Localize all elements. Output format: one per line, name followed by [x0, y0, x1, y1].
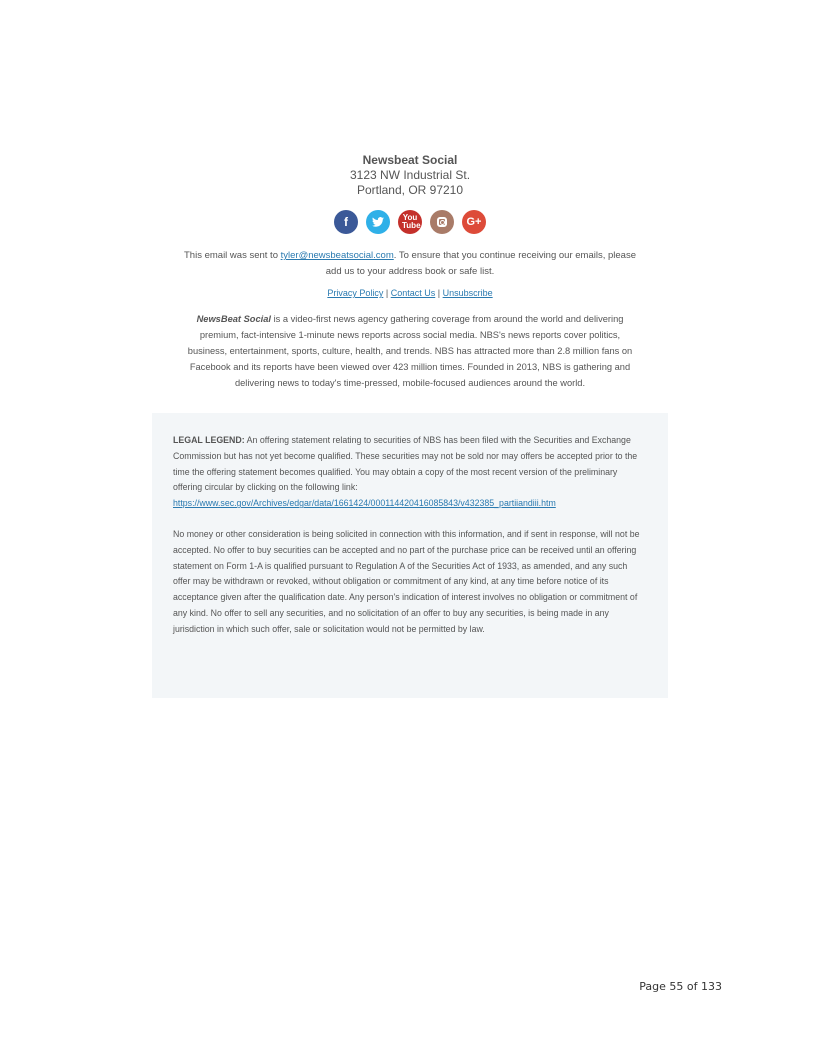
- twitter-bird-glyph: [372, 217, 384, 227]
- legal-panel: [152, 413, 668, 698]
- contact-us-link[interactable]: Contact Us: [390, 288, 436, 298]
- legal-lead: LEGAL LEGEND:: [173, 435, 245, 445]
- google-plus-icon[interactable]: G+: [462, 210, 486, 234]
- unsubscribe-link[interactable]: Unsubscribe: [442, 288, 493, 298]
- link-separator: |: [385, 288, 389, 298]
- org-name: Newsbeat Social: [362, 153, 458, 167]
- page-number: Page 55 of 133: [639, 980, 722, 993]
- recipient-email-link[interactable]: tyler@newsbeatsocial.com: [280, 250, 394, 261]
- footer-links: [0, 288, 820, 298]
- address-line-1: 3123 NW Industrial St.: [349, 168, 471, 182]
- link-separator: |: [437, 288, 441, 298]
- twitter-icon[interactable]: [366, 210, 390, 234]
- instagram-icon[interactable]: [430, 210, 454, 234]
- instagram-glyph: [437, 217, 447, 227]
- address-line-2: Portland, OR 97210: [356, 183, 464, 197]
- email-header: [0, 152, 820, 234]
- brand-name: NewsBeat Social: [196, 314, 271, 324]
- legal-disclaimer-paragraph: No money or other consideration is being solicited in connection with this information, and if sent in response, will not be accepted. No offer to buy securities can be accepted and no part of the purchase price can be received until an offering statement on Form 1-A is qualified pursuant to Regulation A of the Securities Act of 1933, as amended, and any such offer may be withdrawn or revoked, without obligation or commitment of any kind, at any time before notice of its acceptance given after the qualification date. Any person's indication of interest involves no obligation or commitment of any kind. No offer to sell any securities, and no solicitation of an offer to buy any securities, is being made in any jurisdiction in which such offer, sale or solicitation would not be permitted by law.: [173, 528, 640, 634]
- facebook-icon[interactable]: f: [334, 210, 358, 234]
- privacy-policy-link[interactable]: Privacy Policy: [327, 288, 384, 298]
- about-paragraph: NewsBeat Social is a video-first news agency gathering coverage from around the world and delivering premium, fact-intensive 1-minute news reports across social media. NBS's news reports cover politics, business, entertainment, sports, culture, health, and trends. NBS has attracted more than 2.8 million fans on Facebook and its reports have been viewed over 423 million times. Founded in 2013, NBS is gathering and delivering news to today's time-pressed, mobile-focused audiences around the world.: [187, 314, 633, 388]
- social-icons: [0, 210, 820, 234]
- recipient-notice: This email was sent to tyler@newsbeatsocial.com. To ensure that you continue receiving our emails, please add us to your address book or safe list.: [184, 250, 636, 277]
- legal-legend-paragraph: LEGAL LEGEND: An offering statement relating to securities of NBS has been filed with the Securities and Exchange Commission but has not yet become qualified. These securities may not be sold nor may offers be accepted prior to the time the offering statement becomes qualified. You may obtain a copy of the most recent version of the preliminary offering circular by clicking on the following link: https://www.sec.gov/Archives/edgar/data/1661424/000114420416085843/v432385_partiiandiii.htm: [173, 435, 638, 509]
- youtube-icon[interactable]: You Tube: [398, 210, 422, 234]
- sec-filing-link[interactable]: https://www.sec.gov/Archives/edgar/data/1661424/000114420416085843/v432385_partiiandiii.htm: [173, 498, 556, 509]
